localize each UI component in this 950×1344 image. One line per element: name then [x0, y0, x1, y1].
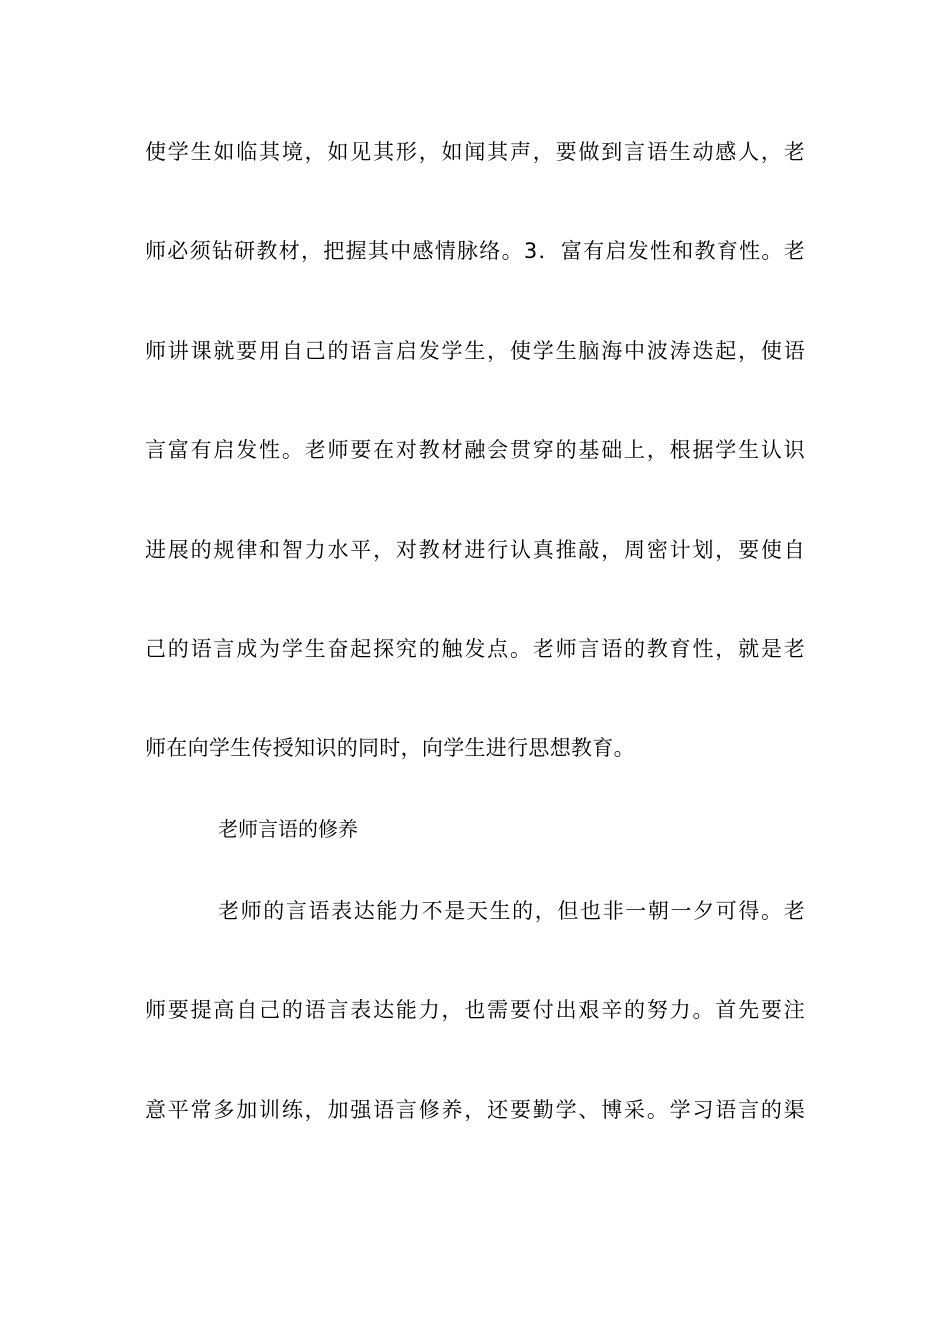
body-text-line: 师必须钻研教材，把握其中感情脉络。3．富有启发性和教育性。老: [145, 239, 805, 263]
body-text-line: 使学生如临其境，如见其形，如闻其声，要做到言语生动感人，老: [145, 140, 805, 164]
body-text-line: 意平常多加训练，加强语言修养，还要勤学、博采。学习语言的渠: [145, 1098, 805, 1122]
body-text-line: 己的语言成为学生奋起探究的触发点。老师言语的教育性，就是老: [145, 637, 805, 661]
body-text-line: 言富有启发性。老师要在对教材融会贯穿的基础上，根据学生认识: [145, 438, 805, 462]
section-heading: 老师言语的修养: [218, 817, 358, 841]
paragraph-first-line: 老师的言语表达能力不是天生的，但也非一朝一夕可得。老: [218, 899, 805, 923]
body-text-line: 师讲课就要用自己的语言启发学生，使学生脑海中波涛迭起，使语: [145, 339, 805, 363]
body-text-line: 师要提高自己的语言表达能力，也需要付出艰辛的努力。首先要注: [145, 998, 805, 1022]
body-text-line: 师在向学生传授知识的同时，向学生进行思想教育。: [145, 736, 635, 760]
body-text-line: 进展的规律和智力水平，对教材进行认真推敲，周密计划，要使自: [145, 538, 805, 562]
